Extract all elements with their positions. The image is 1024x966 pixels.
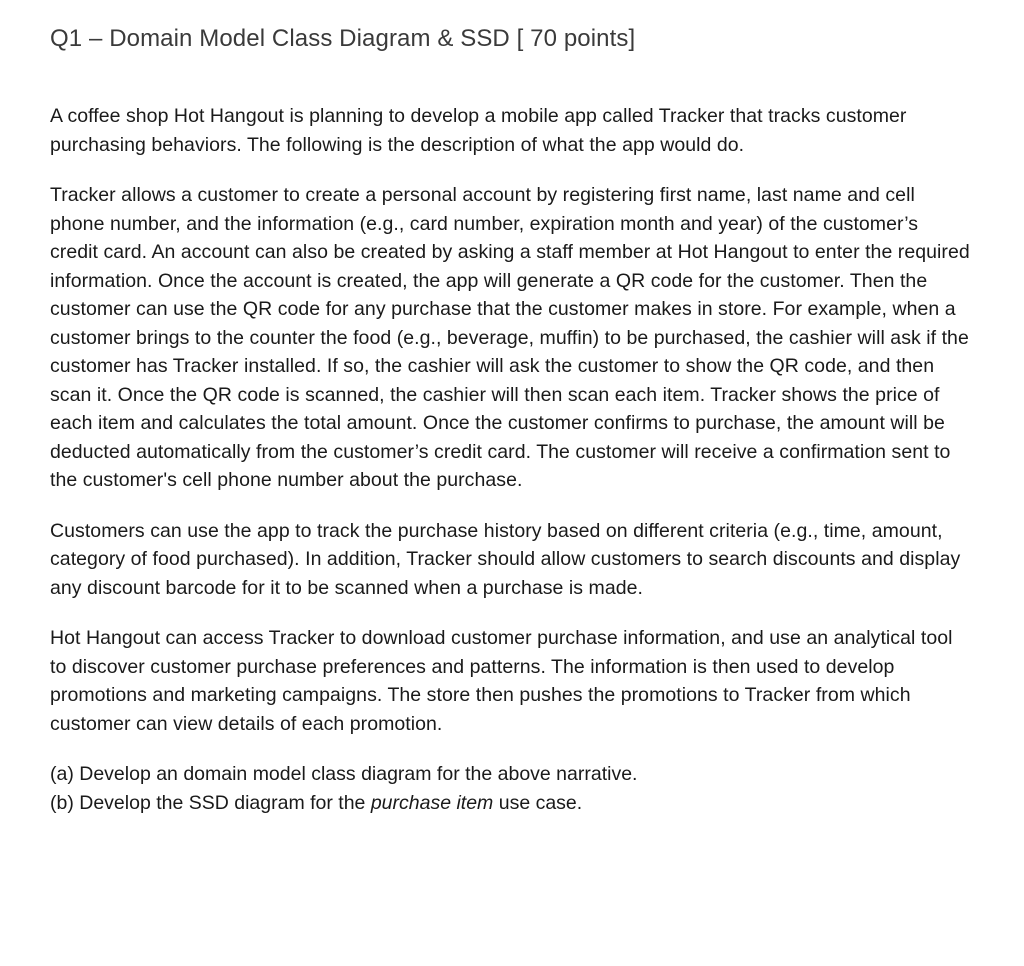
paragraph-text: Tracker allows a customer to create a personal account by registering first name, last name and cell phone number, and the information (e.g., card number, expiration month and year) of the customer’s credit card. An account can also be created by asking a staff member at Hot Hangout to enter the required information. Once the account is created, the app will generate a QR code for the customer. Then the customer can use the QR code for any purchase that the customer makes in store. For example, when a customer brings to the counter the food (e.g., beverage, muffin) to be purchased, the cashier will ask if the customer has Tracker installed. If so, the cashier will ask the customer to show the QR code, and then scan it. Once the QR code is scanned, the cashier will then scan each item. Tracker shows the price of each item and calculates the total amount. Once the customer confirms to purchase, the amount will be deducted automatically from the customer’s credit card. The customer will receive a confirmation sent to the customer's cell phone number about the purchase. — [50, 184, 970, 491]
paragraph-history-and-discounts — [50, 517, 970, 603]
paragraph-text: Customers can use the app to track the purchase history based on different criteria (e.g., time, amount, category of food purchased). In addition, Tracker should allow customers to search discounts and display any discount barcode for it to be scanned when a purchase is made. — [50, 519, 961, 599]
question-b-prefix: (b) Develop the SSD diagram for the — [50, 791, 371, 814]
paragraph-text: A coffee shop Hot Hangout is planning to develop a mobile app called Tracker that tracks customer purchasing behaviors. The following is the description of what the app would do. — [50, 105, 907, 156]
document-page — [50, 22, 970, 817]
question-b — [50, 789, 970, 818]
question-b-suffix: use case. — [493, 791, 583, 814]
question-b-emphasis: purchase item — [370, 791, 494, 814]
paragraph-analytics-and-promotions — [50, 624, 970, 738]
paragraph-account-and-purchase — [50, 181, 970, 495]
question-title: Q1 – Domain Model Class Diagram & SSD [ 70 points] — [50, 25, 636, 52]
paragraph-text: Hot Hangout can access Tracker to download customer purchase information, and use an analytical tool to discover customer purchase preferences and patterns. The information is then used to develop promotions and marketing campaigns. The store then pushes the promotions to Tracker from which customer can view details of each promotion. — [50, 627, 953, 735]
sub-questions — [50, 760, 970, 817]
paragraph-intro — [50, 102, 970, 159]
question-a: (a) Develop an domain model class diagram for the above narrative. — [50, 763, 638, 785]
